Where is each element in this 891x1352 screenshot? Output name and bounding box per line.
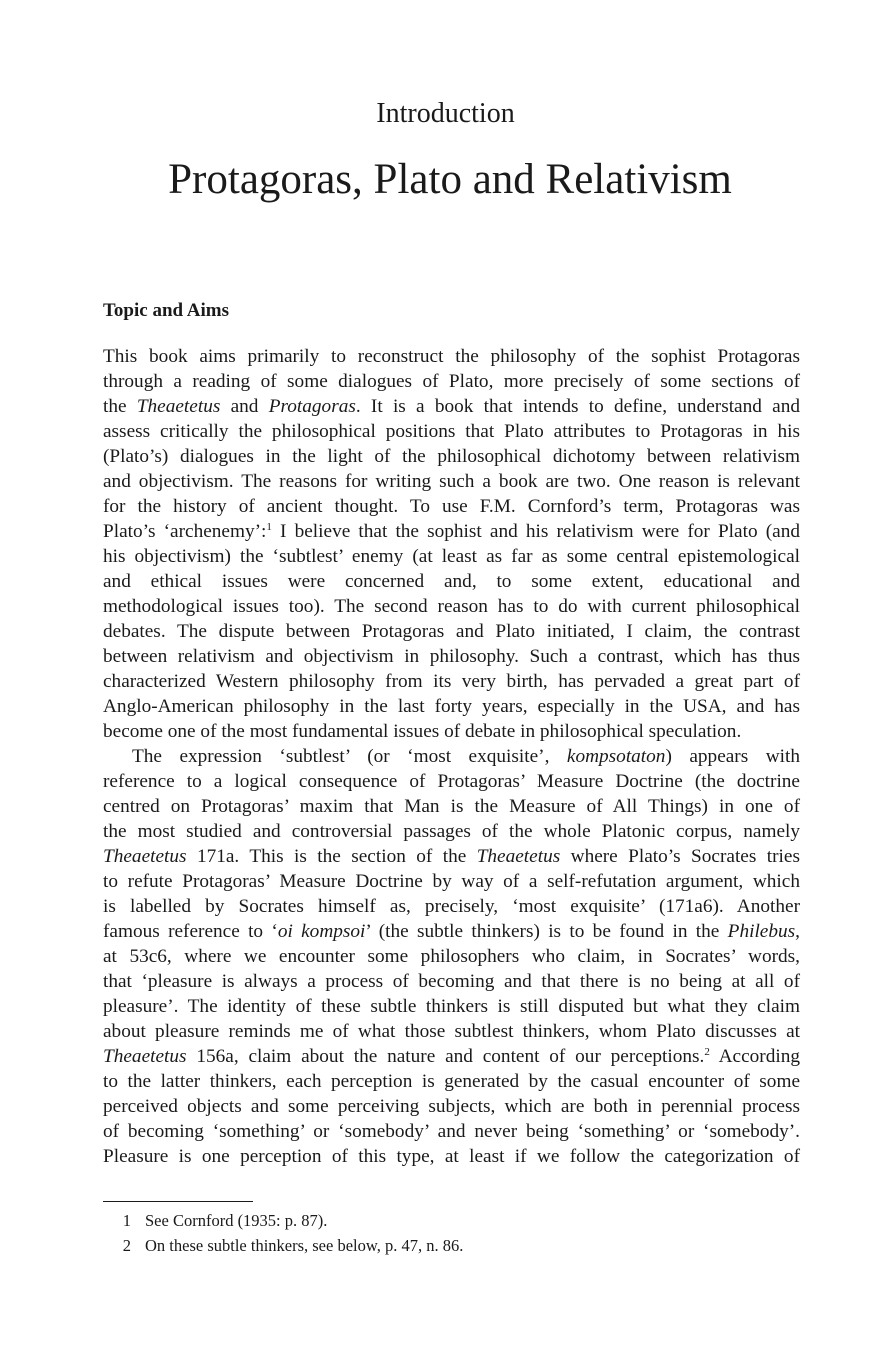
text-segment: ’ (the subtle thinkers) is to be found in the [365,921,728,942]
text-segment: famous reference to ‘ [103,921,278,942]
text-line [103,1019,800,1044]
text-line [103,1144,800,1169]
italic-text: kompsotaton [566,746,666,767]
text-line [103,419,800,444]
text-line [103,544,800,569]
text-line [103,394,800,419]
text-segment: to refute Protagoras’ Measure Doctrine by way of a self-refutation argument, which [103,871,800,892]
text-segment: Pleasure is one perception of this type, at least if we follow the categorization of [103,1146,800,1167]
text-line [103,869,800,894]
text-segment: and [220,396,269,417]
footnote-2 [103,1233,800,1258]
italic-text: Theaetetus [103,846,187,867]
text-line [103,594,800,619]
text-line [103,519,800,544]
text-line [103,644,800,669]
text-segment: . It is a book that intends to define, understand and [355,396,800,417]
text-segment: the [103,396,137,417]
italic-text: Philebus [727,921,796,942]
text-line [103,344,800,369]
text-segment: perceived objects and some perceiving subjects, which are both in perennial process [103,1096,800,1117]
chapter-label: Introduction [376,98,515,129]
text-segment: characterized Western philosophy from its very birth, has pervaded a great part of [103,671,800,692]
text-line [103,569,800,594]
text-line [103,944,800,969]
text-segment: According [709,1046,800,1067]
text-segment: the most studied and controversial passages of the whole Platonic corpus, namely [103,821,800,842]
text-segment: is labelled by Socrates himself as, precisely, ‘most exquisite’ (171a6). Another [103,896,800,917]
footnotes [103,1208,800,1258]
text-line [103,1094,800,1119]
text-segment: where Plato’s Socrates tries [560,846,800,867]
chapter-title: Protagoras, Plato and Relativism [168,156,732,203]
footnote-text: On these subtle thinkers, see below, p. 47, n. 86. [145,1236,464,1255]
section-heading: Topic and Aims [103,300,230,321]
footnote-1 [103,1208,800,1233]
text-segment: This book aims primarily to reconstruct the philosophy of the sophist Protagoras [103,346,800,367]
text-segment: The expression ‘subtlest’ (or ‘most exquisite’, [132,746,567,767]
body-paragraph [103,744,800,1169]
italic-text: oi kompsoi [277,921,366,942]
text-segment: at 53c6, where we encounter some philosophers who claim, in Socrates’ words, [103,946,800,967]
text-segment: and ethical issues were concerned and, to some extent, educational and [103,571,800,592]
text-line [103,469,800,494]
text-line [103,744,800,769]
text-segment: pleasure’. The identity of these subtle thinkers is still disputed but what they claim [103,996,800,1017]
footnote-marker: 2 [704,1046,710,1058]
text-line [103,794,800,819]
text-segment: reference to a logical consequence of Protagoras’ Measure Doctrine (the doctrine [103,771,800,792]
text-segment: Plato’s ‘archenemy’: [103,521,267,542]
text-line [103,969,800,994]
text-segment: become one of the most fundamental issues of debate in philosophical speculation. [103,721,742,742]
text-segment: his objectivism) the ‘subtlest’ enemy (at least as far as some central epistemological [103,546,800,567]
text-segment: between relativism and objectivism in philosophy. Such a contrast, which has thus [103,646,800,667]
footnote-marker: 1 [266,521,272,533]
text-segment: centred on Protagoras’ maxim that Man is the Measure of All Things) in one of [103,796,800,817]
text-segment: debates. The dispute between Protagoras and Plato initiated, I claim, the contrast [103,621,800,642]
text-line [103,719,800,744]
footnote-number: 1 [122,1211,131,1230]
text-segment: for the history of ancient thought. To use F.M. Cornford’s term, Protagoras was [103,496,800,517]
text-segment: Anglo-American philosophy in the last forty years, especially in the USA, and has [103,696,800,717]
text-segment: about pleasure reminds me of what those subtlest thinkers, whom Plato discusses at [103,1021,800,1042]
text-line [103,844,800,869]
text-line [103,1069,800,1094]
italic-text: Protagoras [268,396,356,417]
text-line [103,919,800,944]
text-line [103,619,800,644]
footnote-text: See Cornford (1935: p. 87). [145,1211,328,1230]
text-line [103,994,800,1019]
text-segment: and objectivism. The reasons for writing such a book are two. One reason is relevant [103,471,800,492]
text-line [103,444,800,469]
body-paragraph [103,344,800,744]
text-segment: ) appears with [665,746,800,767]
text-segment: that ‘pleasure is always a process of becoming and that there is no being at all of [103,971,800,992]
text-line [103,894,800,919]
text-line [103,669,800,694]
footnote-rule [103,1201,253,1202]
text-segment: , [795,921,800,942]
body-text [103,344,800,1169]
text-segment: (Plato’s) dialogues in the light of the philosophical dichotomy between relativism [103,446,800,467]
text-line [103,1119,800,1144]
text-segment: to the latter thinkers, each perception is generated by the casual encounter of some [103,1071,800,1092]
italic-text: Theaetetus [103,1046,187,1067]
text-segment: assess critically the philosophical positions that Plato attributes to Protagoras in his [103,421,800,442]
text-segment: I believe that the sophist and his relativism were for Plato (and [271,521,800,542]
text-line [103,494,800,519]
text-segment: methodological issues too). The second reason has to do with current philosophical [103,596,800,617]
text-segment: of becoming ‘something’ or ‘somebody’ and never being ‘something’ or ‘somebody’. [103,1121,800,1142]
text-segment: 156a, claim about the nature and content of our perceptions. [186,1046,705,1067]
text-line [103,769,800,794]
italic-text: Theaetetus [476,846,561,867]
text-line [103,369,800,394]
text-segment: through a reading of some dialogues of Plato, more precisely of some sections of [103,371,800,392]
footnote-number: 2 [122,1236,131,1255]
text-line [103,819,800,844]
text-segment: 171a. This is the section of the [186,846,477,867]
text-line [103,694,800,719]
text-line [103,1044,800,1069]
italic-text: Theaetetus [136,396,221,417]
